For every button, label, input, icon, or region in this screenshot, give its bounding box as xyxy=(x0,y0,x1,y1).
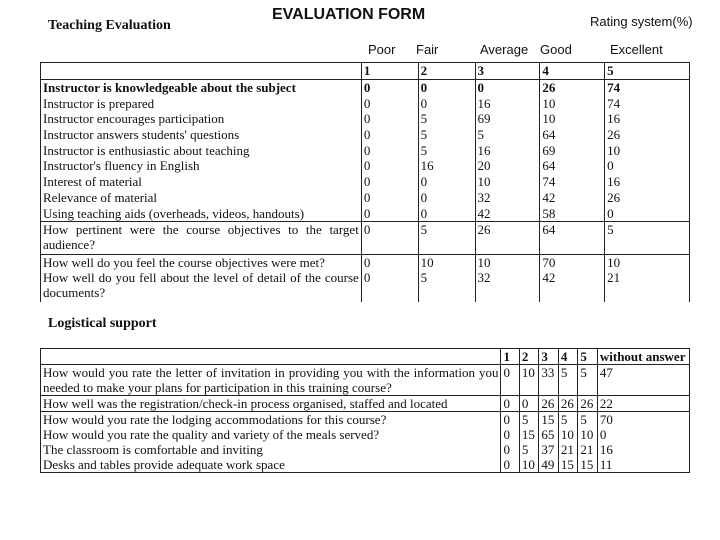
value-cell-2: 5 xyxy=(418,143,475,159)
value-cell-4: 42 xyxy=(540,190,605,206)
question-cell: Instructor answers students' questions xyxy=(41,127,362,143)
table-row xyxy=(41,111,690,127)
value-cell-5: 74 xyxy=(605,96,690,112)
table-row xyxy=(41,174,690,190)
table-row xyxy=(41,79,690,95)
header-cell-4: 4 xyxy=(558,349,578,365)
question-cell: How well do you feel the course objectives were met? xyxy=(41,254,362,270)
value-cell-1: 0 xyxy=(361,79,418,95)
value-cell-3: 16 xyxy=(475,96,540,112)
value-cell-5: 10 xyxy=(605,143,690,159)
value-cell-2: 0 xyxy=(519,396,539,412)
header-cell-1: 1 xyxy=(501,349,519,365)
table-row xyxy=(41,412,690,428)
header-cell-2: 2 xyxy=(519,349,539,365)
value-cell-4: 69 xyxy=(540,143,605,159)
value-cell-2: 0 xyxy=(418,206,475,222)
question-cell: How would you rate the quality and variety of the meals served? xyxy=(41,427,501,442)
table-row xyxy=(41,158,690,174)
value-cell-3: 33 xyxy=(539,365,559,396)
value-cell-2: 10 xyxy=(519,457,539,473)
value-cell-1: 0 xyxy=(361,206,418,222)
value-cell-3: 5 xyxy=(475,127,540,143)
value-cell-2: 5 xyxy=(418,270,475,302)
table-row xyxy=(41,396,690,412)
value-cell-1: 0 xyxy=(501,457,519,473)
value-cell-4: 42 xyxy=(540,270,605,302)
table-row xyxy=(41,96,690,112)
header-cell-2: 2 xyxy=(418,63,475,80)
value-cell-5: 0 xyxy=(605,206,690,222)
value-cell-4: 64 xyxy=(540,158,605,174)
table-row xyxy=(41,127,690,143)
question-cell: How pertinent were the course objectives to the target audience? xyxy=(41,222,362,254)
table-row xyxy=(41,270,690,302)
value-cell-4: 10 xyxy=(540,96,605,112)
value-cell-1: 0 xyxy=(361,222,418,254)
scale-label-excellent: Excellent xyxy=(610,42,663,57)
scale-label-good: Good xyxy=(540,42,572,57)
value-cell-3: 65 xyxy=(539,427,559,442)
value-cell-5: 5 xyxy=(578,365,598,396)
value-cell-4: 10 xyxy=(540,111,605,127)
value-cell-5: 10 xyxy=(578,427,598,442)
value-cell-3: 0 xyxy=(475,79,540,95)
table-row xyxy=(41,254,690,270)
header-cell-1: 1 xyxy=(361,63,418,80)
teaching-evaluation-title: Teaching Evaluation xyxy=(48,18,171,33)
scale-label-poor: Poor xyxy=(368,42,396,57)
value-cell-5: 26 xyxy=(605,127,690,143)
header-cell-question xyxy=(41,349,501,365)
value-cell-2: 10 xyxy=(519,365,539,396)
value-cell-6: 47 xyxy=(597,365,689,396)
value-cell-5: 16 xyxy=(605,111,690,127)
question-cell: The classroom is comfortable and inviting xyxy=(41,442,501,457)
value-cell-5: 15 xyxy=(578,457,598,473)
header-cell-without-answer: without answer xyxy=(597,349,689,365)
value-cell-3: 37 xyxy=(539,442,559,457)
value-cell-3: 32 xyxy=(475,270,540,302)
value-cell-2: 16 xyxy=(418,158,475,174)
header-cell-4: 4 xyxy=(540,63,605,80)
table-row xyxy=(41,427,690,442)
value-cell-4: 26 xyxy=(540,79,605,95)
header-cell-3: 3 xyxy=(539,349,559,365)
value-cell-3: 10 xyxy=(475,174,540,190)
scale-label-average: Average xyxy=(480,42,529,57)
value-cell-2: 10 xyxy=(418,254,475,270)
value-cell-1: 0 xyxy=(361,127,418,143)
value-cell-4: 64 xyxy=(540,222,605,254)
value-cell-6: 11 xyxy=(597,457,689,473)
question-cell: Instructor is prepared xyxy=(41,96,362,112)
value-cell-2: 0 xyxy=(418,96,475,112)
question-cell: How well do you fell about the level of detail of the course documents? xyxy=(41,270,362,302)
table-row xyxy=(41,442,690,457)
value-cell-4: 5 xyxy=(558,365,578,396)
question-cell: Interest of material xyxy=(41,174,362,190)
value-cell-1: 0 xyxy=(361,190,418,206)
value-cell-1: 0 xyxy=(501,365,519,396)
value-cell-4: 5 xyxy=(558,412,578,428)
question-cell: Using teaching aids (overheads, videos, handouts) xyxy=(41,206,362,222)
value-cell-1: 0 xyxy=(361,270,418,302)
value-cell-3: 20 xyxy=(475,158,540,174)
teaching-evaluation-table xyxy=(40,62,690,302)
value-cell-6: 70 xyxy=(597,412,689,428)
header-cell-3: 3 xyxy=(475,63,540,80)
table-row xyxy=(41,143,690,159)
value-cell-1: 0 xyxy=(361,254,418,270)
value-cell-1: 0 xyxy=(361,111,418,127)
value-cell-1: 0 xyxy=(361,96,418,112)
header-cell-5: 5 xyxy=(578,349,598,365)
value-cell-1: 0 xyxy=(501,412,519,428)
logistical-support-table xyxy=(40,348,690,473)
value-cell-2: 5 xyxy=(519,442,539,457)
value-cell-3: 49 xyxy=(539,457,559,473)
question-cell: Instructor encourages participation xyxy=(41,111,362,127)
value-cell-5: 21 xyxy=(578,442,598,457)
question-cell: Instructor is enthusiastic about teaching xyxy=(41,143,362,159)
question-cell: Instructor is knowledgeable about the subject xyxy=(41,79,362,95)
header-cell-question xyxy=(41,63,362,80)
value-cell-2: 5 xyxy=(519,412,539,428)
value-cell-1: 0 xyxy=(501,396,519,412)
table-row xyxy=(41,190,690,206)
question-cell: How would you rate the lodging accommodations for this course? xyxy=(41,412,501,428)
value-cell-5: 21 xyxy=(605,270,690,302)
value-cell-5: 10 xyxy=(605,254,690,270)
value-cell-4: 10 xyxy=(558,427,578,442)
value-cell-2: 0 xyxy=(418,190,475,206)
value-cell-3: 16 xyxy=(475,143,540,159)
table-header-row xyxy=(41,349,690,365)
value-cell-4: 26 xyxy=(558,396,578,412)
table-header-row xyxy=(41,63,690,80)
value-cell-1: 0 xyxy=(361,158,418,174)
value-cell-3: 42 xyxy=(475,206,540,222)
scale-label-fair: Fair xyxy=(416,42,439,57)
value-cell-3: 15 xyxy=(539,412,559,428)
table-row xyxy=(41,457,690,473)
question-cell: How well was the registration/check-in process organised, staffed and located xyxy=(41,396,501,412)
value-cell-2: 5 xyxy=(418,127,475,143)
value-cell-4: 21 xyxy=(558,442,578,457)
value-cell-3: 32 xyxy=(475,190,540,206)
value-cell-3: 26 xyxy=(539,396,559,412)
value-cell-2: 5 xyxy=(418,111,475,127)
logistical-support-title: Logistical support xyxy=(48,316,157,331)
value-cell-1: 0 xyxy=(361,143,418,159)
question-cell: Relevance of material xyxy=(41,190,362,206)
value-cell-2: 0 xyxy=(418,79,475,95)
value-cell-6: 0 xyxy=(597,427,689,442)
table-row xyxy=(41,222,690,254)
question-cell: Desks and tables provide adequate work space xyxy=(41,457,501,473)
question-cell: Instructor's fluency in English xyxy=(41,158,362,174)
value-cell-4: 74 xyxy=(540,174,605,190)
value-cell-3: 26 xyxy=(475,222,540,254)
value-cell-4: 70 xyxy=(540,254,605,270)
value-cell-2: 5 xyxy=(418,222,475,254)
value-cell-6: 16 xyxy=(597,442,689,457)
value-cell-1: 0 xyxy=(501,427,519,442)
value-cell-5: 5 xyxy=(605,222,690,254)
rating-system-label: Rating system(%) xyxy=(590,14,693,29)
value-cell-5: 26 xyxy=(605,190,690,206)
table-row xyxy=(41,365,690,396)
value-cell-2: 15 xyxy=(519,427,539,442)
table-row xyxy=(41,206,690,222)
value-cell-5: 16 xyxy=(605,174,690,190)
value-cell-3: 69 xyxy=(475,111,540,127)
question-cell: How would you rate the letter of invitation in providing you with the information you needed to make your plans for participation in this training course? xyxy=(41,365,501,396)
value-cell-6: 22 xyxy=(597,396,689,412)
value-cell-2: 0 xyxy=(418,174,475,190)
form-title: EVALUATION FORM xyxy=(272,6,426,23)
value-cell-5: 74 xyxy=(605,79,690,95)
value-cell-4: 64 xyxy=(540,127,605,143)
value-cell-1: 0 xyxy=(501,442,519,457)
value-cell-3: 10 xyxy=(475,254,540,270)
value-cell-5: 5 xyxy=(578,412,598,428)
value-cell-5: 26 xyxy=(578,396,598,412)
value-cell-5: 0 xyxy=(605,158,690,174)
value-cell-4: 58 xyxy=(540,206,605,222)
header-cell-5: 5 xyxy=(605,63,690,80)
value-cell-1: 0 xyxy=(361,174,418,190)
value-cell-4: 15 xyxy=(558,457,578,473)
